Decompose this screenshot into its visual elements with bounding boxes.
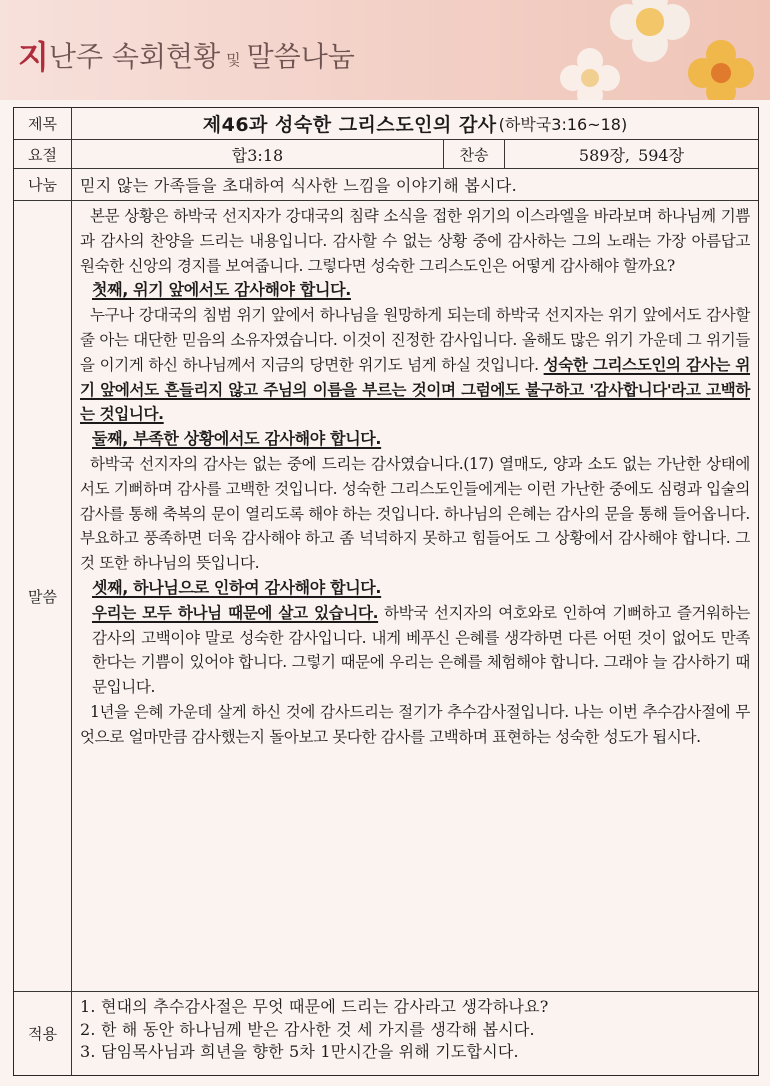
subject-label: 제목 xyxy=(14,108,72,139)
message-paragraph: 하박국 선지자의 감사는 없는 중에 드리는 감사였습니다.(17) 열매도, 양과 소도 없는 가난한 상태에서도 기뻐하며 감사를 고백한 것입니다. 성숙한 그리스도인들에게는 이런 가난한 중에도 심령과 입술의 감사를 통해 축복의 문이 열리도록 해야 하는 것입니다. 하나님의 은혜는 감사의 문을 통해 들어옵니다. 부요하고 풍족하면 더욱 감사해야 하고 좀 넉넉하지 못하고 힘들어도 그 상황에서 감사해야 합니다. 그것 또한 하나님의 뜻입니다. xyxy=(80,454,750,573)
application-item: 1. 현대의 추수감사절은 무엇 때문에 드리는 감사라고 생각하나요? xyxy=(80,997,549,1016)
hymn-value: 589장, 594장 xyxy=(578,145,685,165)
application-row xyxy=(14,992,758,1075)
point-heading-1: 첫째, 위기 앞에서도 감사해야 합니다. xyxy=(92,280,351,300)
sharing-label: 나눔 xyxy=(14,169,72,200)
title-conjunction: 및 xyxy=(226,51,241,69)
sharing-value: 믿지 않는 가족들을 초대하여 식사한 느낌을 이야기해 봅시다. xyxy=(80,176,517,195)
point-heading-2: 둘째, 부족한 상황에서도 감사해야 합니다. xyxy=(92,429,382,449)
application-item: 2. 한 해 동안 하나님께 받은 감사한 것 세 가지를 생각해 봅시다. xyxy=(80,1019,535,1039)
flower-decoration-icon xyxy=(560,48,620,100)
page-title xyxy=(18,30,355,80)
hymn-label: 찬송 xyxy=(444,140,505,168)
message-paragraph: 1년을 은혜 가운데 살게 하신 것에 감사드리는 절기가 추수감사절입니다. 나는 이번 추수감사절에 무엇으로 얼마만큼 감사했는지 돌아보고 못다한 감사를 고백하며 표현하는 성숙한 성도가 됩시다. xyxy=(80,702,750,746)
subject-cell xyxy=(72,108,758,139)
title-main: 난주 속회현황 xyxy=(48,40,221,73)
emphasis-text: 우리는 모두 하나님 때문에 살고 있습니다. xyxy=(92,603,379,622)
application-label: 적용 xyxy=(14,992,72,1075)
key-verse-value: 합3:18 xyxy=(72,140,444,168)
sharing-row xyxy=(14,169,758,201)
title-first-letter: 지 xyxy=(18,38,49,76)
subject-row xyxy=(14,108,758,140)
point-heading-3: 셋째, 하나님으로 인하여 감사해야 합니다. xyxy=(92,577,382,597)
key-verse-row xyxy=(14,140,758,169)
application-list xyxy=(80,996,752,1064)
message-row xyxy=(14,201,758,992)
title-end: 말씀나눔 xyxy=(246,40,355,73)
flower-decoration-icon xyxy=(688,40,754,100)
message-body xyxy=(80,204,750,750)
header-banner xyxy=(0,0,770,100)
key-verse-label: 요절 xyxy=(14,140,72,168)
message-paragraph: 본문 상황은 하박국 선지자가 강대국의 침략 소식을 접한 위기의 이스라엘을 바라보며 하나님께 기쁨과 감사의 찬양을 드리는 내용입니다. 감사할 수 없는 상황 중에 감사하는 그의 노래는 가장 아름답고 원숙한 신앙의 경지를 보여줍니다. 그렇다면 성숙한 그리스도인은 어떻게 감사해야 할까요? xyxy=(80,207,750,275)
message-label: 말씀 xyxy=(14,201,72,991)
lesson-reference: (하박국3:16~18) xyxy=(498,115,628,134)
lesson-title: 제46과 성숙한 그리스도인의 감사 xyxy=(202,114,497,136)
message-paragraph: 누구나 강대국의 침범 위기 앞에서 하나님을 원망하게 되는데 하박국 선지자는 위기 앞에서도 감사할 줄 아는 대단한 믿음의 소유자였습니다. 이것이 진정한 감사입니다. 올해도 많은 위기 가운데 그 위기들을 이기게 하신 하나님께서 지금의 당면한 위기도 넘게 하실 것입니다. 성숙한 그리스도인의 감사는 위기 앞에서도 흔들리지 않고 주님의 이름을 부르는 것이며 그럼에도 불구하고 '감사합니다'라고 고백하는 것입니다. xyxy=(80,306,751,424)
lesson-table xyxy=(13,107,759,1076)
application-item: 3. 담임목사님과 희년을 향한 5차 1만시간을 위해 기도합시다. xyxy=(80,1042,519,1061)
emphasis-text: 성숙한 그리스도인의 감사는 위기 앞에서도 흔들리지 않고 주님의 이름을 부르는 것이며 그럼에도 불구하고 '감사합니다'라고 고백하는 것입니다. xyxy=(80,355,751,424)
message-paragraph: 우리는 모두 하나님 때문에 살고 있습니다. 하박국 선지자의 여호와로 인하여 기뻐하고 즐거워하는 감사의 고백이야 말로 성숙한 감사입니다. 내게 베푸신 은혜를 생각하면 다른 어떤 것이 없어도 만족한다는 기쁨이 있어야 합니다. 그렇기 때문에 우리는 은혜를 체험해야 합니다. 그래야 늘 감사하기 때문입니다. xyxy=(92,603,751,697)
flower-decoration-icon xyxy=(610,0,690,62)
